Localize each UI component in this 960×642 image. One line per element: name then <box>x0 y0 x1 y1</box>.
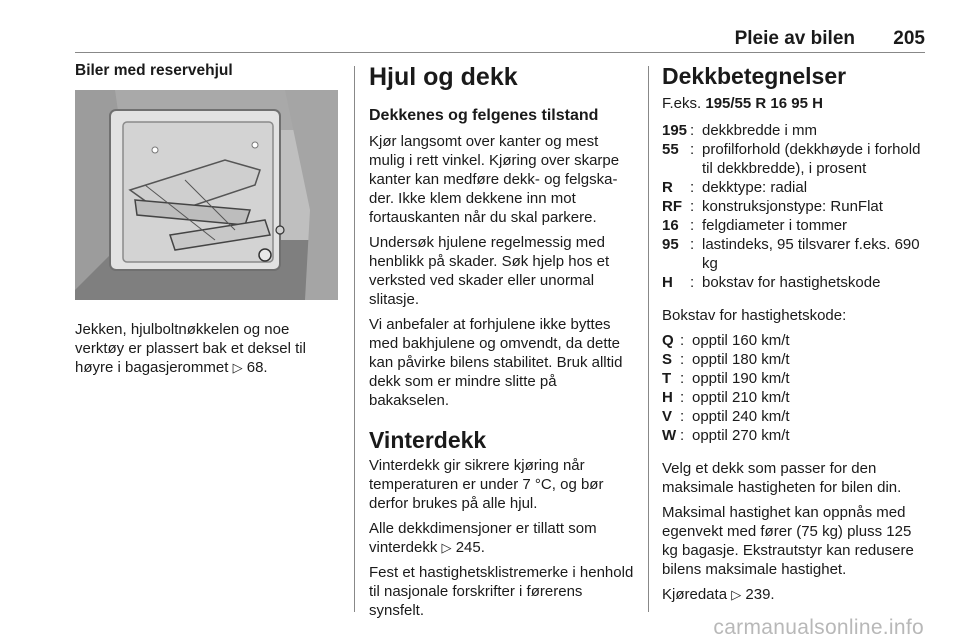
speed-code-key: Q <box>662 332 674 349</box>
column-divider-right <box>648 66 649 612</box>
speed-code-heading: Bokstav for hastighetskode: <box>662 307 847 324</box>
subheading-spare-wheel: Biler med reservehjul <box>75 62 233 79</box>
definition-value: dekktype: radial <box>702 179 808 196</box>
speed-code-key: W <box>662 427 677 444</box>
winter-dimensions-text: Alle dekkdimensjoner er tillatt som vinterdekk <box>369 520 597 556</box>
definition-value: profilforhold (dekkhøyde i forhold til dekkbredde), i prosent <box>702 141 921 177</box>
speed-code-value: opptil 270 km/t <box>692 427 790 444</box>
definition-row: 55 : profilforhold (dekkhøyde i forhold til dekkbredde), i prosent <box>662 140 927 178</box>
image-caption <box>75 320 337 377</box>
definition-key: 55 <box>662 141 679 158</box>
page-header <box>75 28 925 48</box>
kjoredata-reference-line <box>662 585 927 604</box>
definition-key: RF <box>662 198 682 215</box>
kjoredata-text: Kjøredata <box>662 586 728 603</box>
example-prefix: F.eks. <box>662 95 702 112</box>
column-middle <box>369 62 634 626</box>
definition-value: felgdiameter i tommer <box>702 217 848 234</box>
definition-value: dekkbredde i mm <box>702 122 818 139</box>
heading-tyre-condition: Dekkenes og felgenes tilstand <box>369 107 599 124</box>
speed-code-row: V : opptil 240 km/t <box>662 407 927 426</box>
header-rule <box>75 52 925 53</box>
speed-code-key: S <box>662 351 673 368</box>
speed-code-row: S : opptil 180 km/t <box>662 350 927 369</box>
speed-code-key: H <box>662 389 673 406</box>
heading-wheels-tyres: Hjul og dekk <box>369 63 518 91</box>
definition-row: H : bokstav for hastighetskode <box>662 273 927 292</box>
speed-code-value: opptil 160 km/t <box>692 332 790 349</box>
paragraph: Kjør langsomt over kanter og mest mulig i rett vinkel. Kjøring over skarpe kanter kan medføre dekk- og felgskader. Ikke klem dekkene inn mot fortauskanten når du skal parkere. <box>369 133 620 226</box>
speed-code-key: V <box>662 408 673 425</box>
designation-definitions <box>662 121 927 292</box>
definition-key: 16 <box>662 217 679 234</box>
speed-code-row: Q : opptil 160 km/t <box>662 331 927 350</box>
luggage-compartment-image <box>75 90 338 300</box>
paragraph: Maksimal hastighet kan oppnås med egenvekt med fører (75 kg) pluss 125 kg bagasje. Ekstrautstyr kan redusere bilens maksimale hastighet. <box>662 504 914 578</box>
definition-row: R : dekktype: radial <box>662 178 927 197</box>
definition-row: 16 : felgdiameter i tommer <box>662 216 927 235</box>
paragraph: Vi anbefaler at forhjulene ikke byttes med bakhjulene og omvendt, da dette kan påvirke bilens stabilitet. Bruk alltid dekk som er mindre slitte på bakakselen. <box>369 316 623 409</box>
definition-value: konstruksjonstype: RunFlat <box>702 198 883 215</box>
column-right <box>662 62 927 610</box>
paragraph: Fest et hastighetsklistremerke i henhold til nasjonale forskrifter i førerens synsfelt. <box>369 564 634 619</box>
example-value: 195/55 R 16 95 H <box>705 95 823 112</box>
reference-arrow-icon: ▷ <box>232 360 243 375</box>
definition-row: 195 : dekkbredde i mm <box>662 121 927 140</box>
speed-code-row: W : opptil 270 km/t <box>662 426 927 445</box>
paragraph: Vinterdekk gir sikrere kjøring når temperaturen er under 7 °C, og bør derfor brukes på alle hjul. <box>369 457 604 512</box>
section-title: Pleie av bilen <box>734 28 855 49</box>
column-divider-left <box>354 66 355 612</box>
page-number: 205 <box>893 28 925 49</box>
designation-example <box>662 94 927 113</box>
definition-value: lastindeks, 95 tilsvarer f.eks. 690 kg <box>702 236 920 272</box>
heading-tyre-designations: Dekkbetegnelser <box>662 63 847 89</box>
definition-value: bokstav for hastighetskode <box>702 274 881 291</box>
definition-row: 95 : lastindeks, 95 tilsvarer f.eks. 690 kg <box>662 235 927 273</box>
definition-key: H <box>662 274 673 291</box>
speed-code-value: opptil 240 km/t <box>692 408 790 425</box>
column-left <box>75 62 337 377</box>
paragraph: Undersøk hjulene regelmessig med henblikk på skader. Søk hjelp hos et verksted ved skader eller unormal slitasje. <box>369 234 610 308</box>
speed-code-list <box>662 331 927 445</box>
speed-code-value: opptil 180 km/t <box>692 351 790 368</box>
speed-code-row: T : opptil 190 km/t <box>662 369 927 388</box>
definition-row: RF : konstruksjonstype: RunFlat <box>662 197 927 216</box>
speed-code-key: T <box>662 370 672 387</box>
definition-key: 195 <box>662 122 688 139</box>
speed-code-value: opptil 190 km/t <box>692 370 790 387</box>
speed-code-row: H : opptil 210 km/t <box>662 388 927 407</box>
paragraph: Velg et dekk som passer for den maksimale hastigheten for bilen din. <box>662 460 902 496</box>
definition-key: 95 <box>662 236 679 253</box>
reference-arrow-icon: ▷ <box>731 587 742 602</box>
reference-arrow-icon: ▷ <box>441 540 452 555</box>
caption-text: Jekken, hjulboltnøkkelen og noe verktøy er plassert bak et deksel til høyre i bagasjerommet <box>75 321 306 376</box>
kjoredata-reference[interactable]: 239. <box>745 586 775 603</box>
heading-winter-tyres: Vinterdekk <box>369 427 487 453</box>
caption-reference[interactable]: 68. <box>246 359 268 376</box>
speed-code-value: opptil 210 km/t <box>692 389 790 406</box>
winter-dimensions-reference[interactable]: 245. <box>455 539 485 556</box>
paragraph <box>369 519 634 557</box>
watermark: carmanualsonline.info <box>713 616 924 639</box>
definition-key: R <box>662 179 673 196</box>
